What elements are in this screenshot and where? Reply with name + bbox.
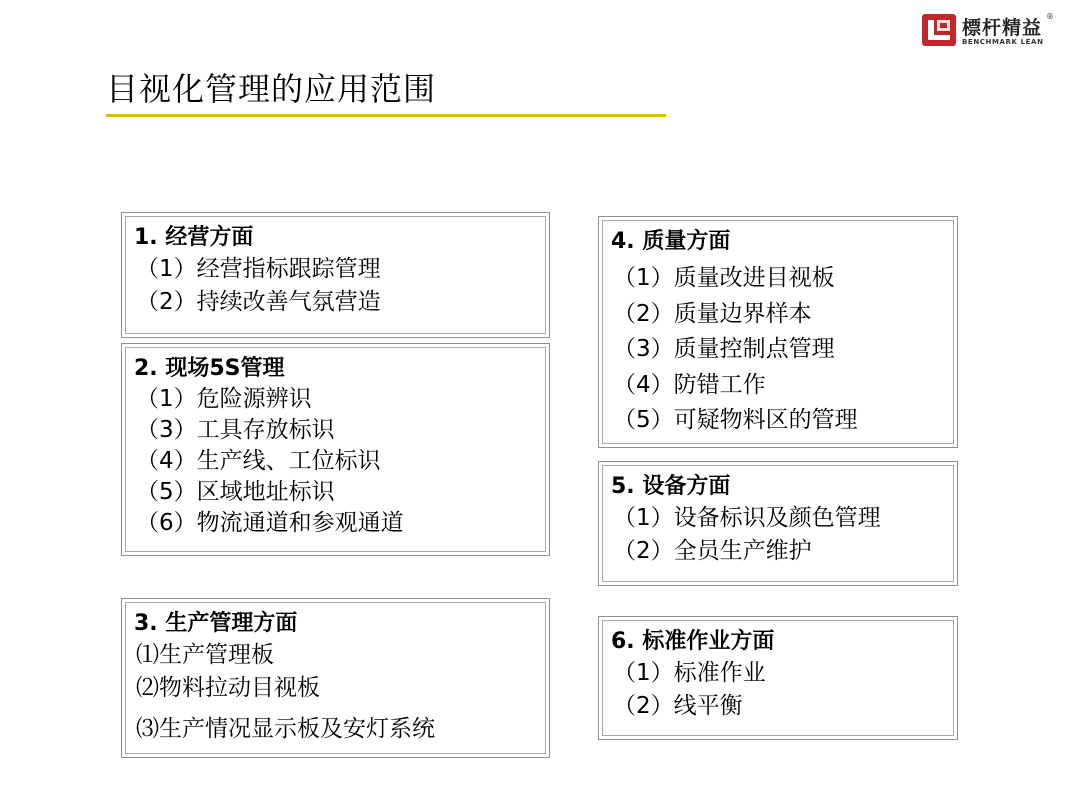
list-item: （1）标准作业 bbox=[613, 660, 766, 686]
logo-registered-mark: ® bbox=[1046, 12, 1054, 21]
list-item: （5）区域地址标识 bbox=[136, 479, 335, 505]
section-equipment bbox=[598, 461, 958, 586]
section-business bbox=[121, 212, 550, 338]
list-item: （2）持续改善气氛营造 bbox=[136, 289, 381, 315]
section-heading: 4. 质量方面 bbox=[611, 229, 731, 254]
list-item: ⑵物料拉动目视板 bbox=[136, 675, 320, 701]
list-item: （3）质量控制点管理 bbox=[613, 336, 835, 362]
title-underline bbox=[106, 114, 666, 117]
logo-mark-icon bbox=[922, 14, 956, 46]
section-heading: 1. 经营方面 bbox=[134, 225, 254, 250]
section-onsite-5s bbox=[121, 343, 550, 556]
list-item: （4）生产线、工位标识 bbox=[136, 448, 381, 474]
logo-text-en: BENCHMARK LEAN bbox=[962, 38, 1044, 46]
list-item: （5）可疑物料区的管理 bbox=[613, 407, 858, 433]
section-heading: 5. 设备方面 bbox=[611, 474, 731, 499]
section-standard-work bbox=[598, 616, 958, 740]
list-item: （4）防错工作 bbox=[613, 371, 766, 398]
list-item: ⑴生产管理板 bbox=[136, 642, 274, 668]
section-heading: 6. 标准作业方面 bbox=[611, 629, 775, 654]
list-item: （2）线平衡 bbox=[613, 693, 743, 719]
logo-text-cn: 標杆精益 bbox=[962, 17, 1043, 39]
list-item: （1）经营指标跟踪管理 bbox=[136, 256, 381, 282]
list-item: ⑶生产情况显示板及安灯系统 bbox=[136, 716, 435, 742]
section-heading: 3. 生产管理方面 bbox=[134, 611, 298, 636]
list-item: （1）设备标识及颜色管理 bbox=[613, 505, 881, 531]
company-logo bbox=[922, 12, 1054, 48]
list-item: （6）物流通道和参观通道 bbox=[136, 510, 404, 536]
list-item: （2）质量边界样本 bbox=[613, 300, 812, 327]
list-item: （1）危险源辨识 bbox=[136, 386, 312, 412]
list-item: （1）质量改进目视板 bbox=[613, 265, 835, 291]
section-quality bbox=[598, 216, 958, 448]
list-item: （2）全员生产维护 bbox=[613, 538, 812, 564]
section-heading: 2. 现场5S管理 bbox=[134, 356, 285, 381]
list-item: （3）工具存放标识 bbox=[136, 417, 335, 443]
section-production-management bbox=[121, 598, 550, 758]
page-title: 目视化管理的应用范围 bbox=[106, 70, 437, 108]
